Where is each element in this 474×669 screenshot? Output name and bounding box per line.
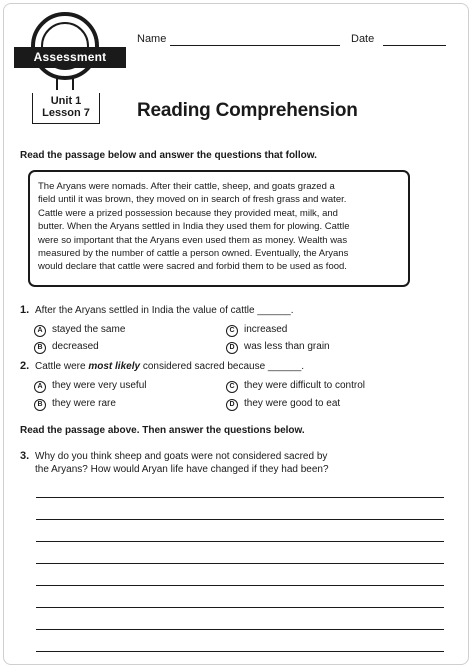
name-label: Name [137, 33, 167, 45]
instructions-2: Read the passage above. Then answer the questions below. [20, 425, 305, 436]
answer-writing-line[interactable] [36, 497, 444, 498]
name-field[interactable] [170, 45, 340, 46]
question-number: 2. [20, 360, 30, 372]
answer-bubble[interactable]: D [226, 399, 238, 411]
passage-line: were so important that the Aryans even used them as money. Wealth was [38, 234, 348, 246]
answer-writing-line[interactable] [36, 629, 444, 630]
answer-bubble[interactable]: D [226, 342, 238, 354]
answer-text: they were good to eat [244, 398, 341, 409]
answer-text: decreased [52, 341, 99, 352]
question-text-after: considered sacred because ______. [140, 361, 305, 372]
q2-answer-d[interactable] [226, 397, 340, 411]
answer-bubble[interactable]: B [34, 342, 46, 354]
answer-writing-line[interactable] [36, 519, 444, 520]
date-label: Date [351, 33, 375, 45]
q2-answer-b[interactable] [34, 397, 116, 411]
answer-bubble[interactable]: B [34, 399, 46, 411]
answer-text: was less than grain [244, 341, 330, 352]
unit-lesson [30, 95, 102, 119]
q2-answer-c[interactable] [226, 379, 365, 393]
answer-writing-line[interactable] [36, 563, 444, 564]
q1-answer-c[interactable] [226, 323, 287, 337]
lesson-label: Lesson 7 [42, 107, 90, 119]
answer-bubble[interactable]: C [226, 381, 238, 393]
answer-writing-line[interactable] [36, 651, 444, 652]
badge-label: Assessment [14, 47, 126, 68]
question-number: 3. [20, 450, 30, 462]
answer-text: they were rare [52, 398, 116, 409]
passage-line: field until it was brown, they moved on in search of fresh grass and water. [38, 194, 347, 206]
unit-label: Unit 1 [50, 95, 82, 107]
q1-answer-d[interactable] [226, 340, 330, 354]
question-text-line-1: Why do you think sheep and goats were not considered sacred by [35, 451, 328, 462]
answer-writing-line[interactable] [36, 607, 444, 608]
question-text: After the Aryans settled in India the value of cattle ______. [35, 305, 294, 316]
page-title: Reading Comprehension [137, 100, 358, 121]
question-text-before: Cattle were [35, 361, 89, 372]
question-number: 1. [20, 304, 30, 316]
question-text-line-2: the Aryans? How would Aryan life have changed if they had been? [35, 464, 329, 475]
answer-text: they were very useful [52, 380, 147, 391]
reading-passage [28, 170, 410, 287]
q1-answer-b[interactable] [34, 340, 99, 354]
passage-line: butter. When the Aryans settled in India they used them for plowing. Cattle [38, 221, 350, 233]
passage-line: Cattle were a prized possession because they provided meat, milk, and [38, 207, 338, 219]
passage-line: would declare that cattle were sacred and forbid them to be used as food. [38, 261, 347, 273]
q1-answer-a[interactable] [34, 323, 125, 337]
passage-line: measured by the number of cattle a person owned. Eventually, the Aryans [38, 248, 349, 260]
answer-text: they were difficult to control [244, 380, 365, 391]
instructions-1: Read the passage below and answer the questions that follow. [20, 150, 317, 161]
date-field[interactable] [383, 45, 446, 46]
answer-text: increased [244, 324, 288, 335]
answer-bubble[interactable]: A [34, 381, 46, 393]
answer-text: stayed the same [52, 324, 126, 335]
answer-bubble[interactable]: A [34, 325, 46, 337]
question-text [35, 450, 455, 476]
assessment-badge [14, 8, 124, 90]
answer-bubble[interactable]: C [226, 325, 238, 337]
answer-writing-line[interactable] [36, 585, 444, 586]
q2-answer-a[interactable] [34, 379, 147, 393]
passage-line: The Aryans were nomads. After their cattle, sheep, and goats grazed a [38, 181, 335, 192]
answer-writing-line[interactable] [36, 541, 444, 542]
question-text-emphasis: most likely [88, 361, 141, 372]
question-text [35, 360, 455, 373]
badge-tab [56, 78, 74, 90]
